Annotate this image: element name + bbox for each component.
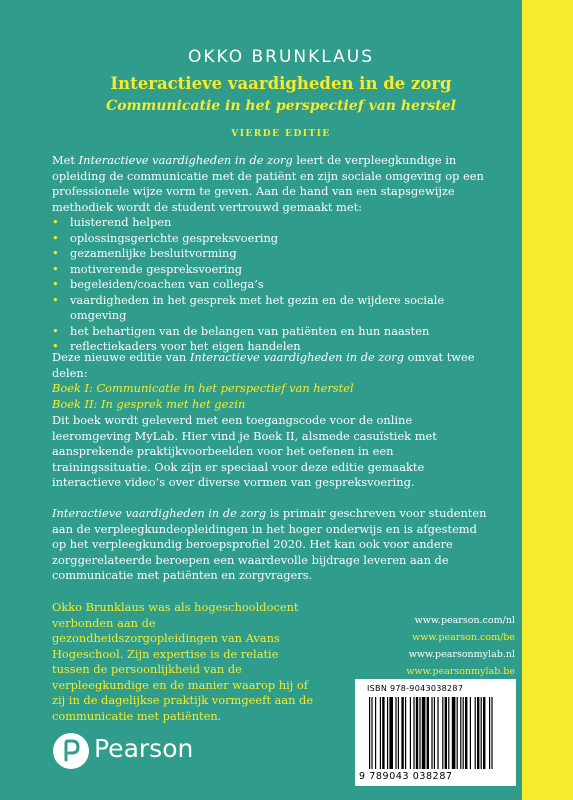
author-bio-paragraph: Okko Brunklaus was als hogeschooldocent verbonden aan de gezondheidszorgopleidingen van Avans Hogeschool. Zijn expertise is de relatie tussen de persoonlijkheid van de verpleegkundige en de manier waarop hij of zij in de dagelijkse praktijk vormgeeft aan de communicatie met patiënten. [52, 600, 314, 723]
list-item: • motiverende gespreksvoering [52, 262, 488, 278]
list-item: • begeleiden/coachen van collega’s [52, 277, 488, 293]
intro-section [52, 153, 488, 355]
list-item: • reflectiekaders voor het eigen handelen [52, 339, 488, 355]
pearson-logo [52, 730, 212, 780]
author-bio-section [52, 600, 314, 724]
publisher-name: Pearson [94, 734, 194, 763]
mylab-section [52, 413, 488, 491]
book-one-label: Boek I: Communicatie in het perspectief van herstel [52, 381, 354, 395]
list-item: • het behartigen van de belangen van patiënten en hun naasten [52, 324, 488, 340]
edition-label: VIERDE EDITIE [231, 129, 331, 139]
list-item: • oplossingsgerichte gespreksvoering [52, 231, 488, 247]
list-item: • vaardigheden in het gesprek met het gezin en de wijdere sociale omgeving [52, 293, 488, 324]
mylab-paragraph: Dit boek wordt geleverd met een toegangscode voor de online leeromgeving MyLab. Hier vind je Boek II, alsmede casuïstiek met aansprekende praktijkvoorbeelden voor het oefenen in een trainingssituatie. Ook zijn er speciaal voor deze editie gemaakte interactieve video’s over diverse vormen van gespreksvoering. [52, 413, 437, 489]
url-link[interactable]: www.pearsonmylab.be [406, 666, 515, 677]
url-link[interactable]: www.pearsonmylab.nl [408, 649, 515, 660]
url-link[interactable]: www.pearson.com/be [412, 632, 515, 643]
edition-info-section [52, 350, 488, 412]
isbn-label: ISBN 978-9043038287 [367, 684, 464, 693]
publisher-urls [355, 612, 515, 680]
book-title: Interactieve vaardigheden in de zorg [110, 74, 452, 93]
pearson-logo-icon [52, 732, 90, 770]
list-item: • gezamenlijke besluitvorming [52, 246, 488, 262]
yellow-spine-stripe [522, 0, 573, 800]
url-link[interactable]: www.pearson.com/nl [414, 615, 515, 626]
audience-paragraph: Interactieve vaardigheden in de zorg is primair geschreven voor studenten aan de verpleegkundeopleidingen in het hoger onderwijs en is afgestemd op het verpleegkundig beroepsprofiel 2020. Het kan ook voor andere zorggerelateerde beroepen een waardevolle bijdrage leveren aan de communicatie met patiënten en zorgvragers. [52, 506, 487, 582]
edition-info-paragraph: Deze nieuwe editie van Interactieve vaardigheden in de zorg omvat twee delen: [52, 350, 475, 380]
list-item: • luisterend helpen [52, 215, 488, 231]
author-name: OKKO BRUNKLAUS [187, 47, 375, 67]
barcode-bars [355, 679, 516, 786]
isbn-barcode [355, 679, 516, 786]
intro-paragraph: Met Interactieve vaardigheden in de zorg leert de verpleegkundige in opleiding de communicatie met de patiënt en zijn sociale omgeving op een professionele wijze vorm te geven. Aan de hand van een stapsgewijze methodiek wordt de student vertrouwd gemaakt met: [52, 153, 484, 214]
book-two-label: Boek II: In gesprek met het gezin [52, 396, 246, 411]
skills-list [52, 215, 488, 355]
audience-section [52, 506, 488, 584]
isbn-digits: 9 789043 038287 [359, 771, 453, 782]
book-subtitle: Communicatie in het perspectief van herstel [106, 98, 456, 114]
